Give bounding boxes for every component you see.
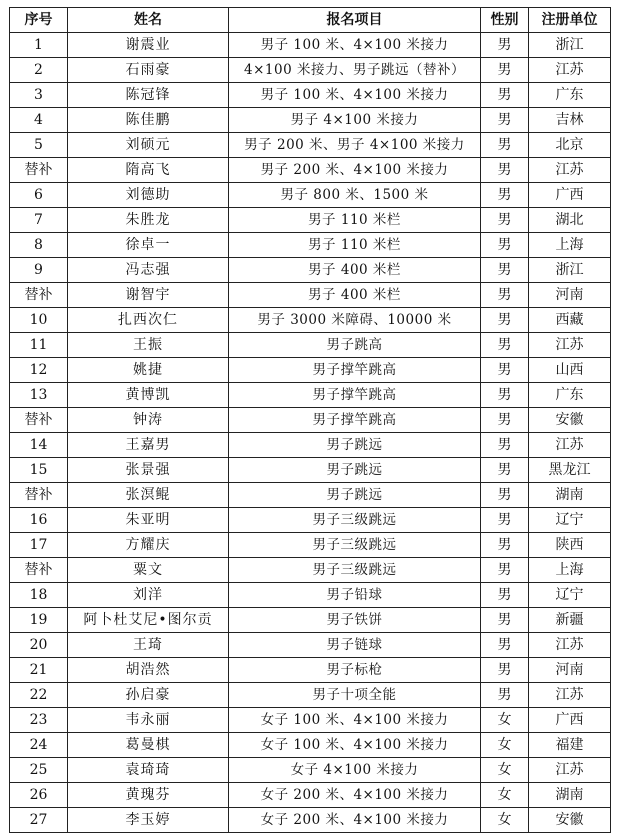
cell-no: 16 xyxy=(10,508,68,533)
cell-sex: 男 xyxy=(481,458,529,483)
cell-no: 5 xyxy=(10,133,68,158)
table-row xyxy=(10,158,611,183)
header-sex: 性别 xyxy=(481,8,529,33)
cell-event: 男子三级跳远 xyxy=(229,508,481,533)
cell-unit: 陕西 xyxy=(529,533,611,558)
table-row xyxy=(10,633,611,658)
cell-unit: 安徽 xyxy=(529,808,611,833)
table-row xyxy=(10,658,611,683)
cell-event: 男子 110 米栏 xyxy=(229,233,481,258)
cell-sex: 男 xyxy=(481,158,529,183)
cell-name: 谢震业 xyxy=(68,33,229,58)
header-no: 序号 xyxy=(10,8,68,33)
cell-event: 男子铁饼 xyxy=(229,608,481,633)
cell-sex: 男 xyxy=(481,483,529,508)
cell-event: 男子 800 米、1500 米 xyxy=(229,183,481,208)
cell-event: 男子 3000 米障碍、10000 米 xyxy=(229,308,481,333)
cell-sex: 男 xyxy=(481,308,529,333)
cell-unit: 湖北 xyxy=(529,208,611,233)
table-row xyxy=(10,758,611,783)
cell-unit: 西藏 xyxy=(529,308,611,333)
cell-unit: 黑龙江 xyxy=(529,458,611,483)
cell-name: 黄瑰芬 xyxy=(68,783,229,808)
cell-event: 女子 200 米、4×100 米接力 xyxy=(229,808,481,833)
cell-unit: 江苏 xyxy=(529,58,611,83)
table-row xyxy=(10,58,611,83)
cell-sex: 女 xyxy=(481,733,529,758)
cell-event: 女子 100 米、4×100 米接力 xyxy=(229,733,481,758)
cell-no: 20 xyxy=(10,633,68,658)
cell-no: 22 xyxy=(10,683,68,708)
cell-sex: 男 xyxy=(481,533,529,558)
cell-no: 替补 xyxy=(10,483,68,508)
cell-name: 胡浩然 xyxy=(68,658,229,683)
cell-name: 刘洋 xyxy=(68,583,229,608)
cell-name: 朱亚明 xyxy=(68,508,229,533)
cell-sex: 女 xyxy=(481,758,529,783)
cell-event: 男子跳高 xyxy=(229,333,481,358)
cell-sex: 男 xyxy=(481,608,529,633)
cell-unit: 新疆 xyxy=(529,608,611,633)
cell-no: 替补 xyxy=(10,558,68,583)
cell-no: 21 xyxy=(10,658,68,683)
cell-event: 女子 4×100 米接力 xyxy=(229,758,481,783)
cell-event: 男子撑竿跳高 xyxy=(229,383,481,408)
cell-event: 男子 200 米、男子 4×100 米接力 xyxy=(229,133,481,158)
table-row xyxy=(10,783,611,808)
cell-no: 11 xyxy=(10,333,68,358)
cell-name: 袁琦琦 xyxy=(68,758,229,783)
cell-event: 男子跳远 xyxy=(229,433,481,458)
cell-no: 2 xyxy=(10,58,68,83)
cell-unit: 广西 xyxy=(529,708,611,733)
table-row xyxy=(10,308,611,333)
cell-name: 孙启豪 xyxy=(68,683,229,708)
cell-event: 男子三级跳远 xyxy=(229,533,481,558)
table-row xyxy=(10,233,611,258)
cell-event: 女子 200 米、4×100 米接力 xyxy=(229,783,481,808)
cell-unit: 河南 xyxy=(529,658,611,683)
roster-table xyxy=(9,7,611,833)
table-row xyxy=(10,483,611,508)
cell-name: 刘硕元 xyxy=(68,133,229,158)
cell-no: 24 xyxy=(10,733,68,758)
cell-event: 男子跳远 xyxy=(229,483,481,508)
cell-no: 3 xyxy=(10,83,68,108)
cell-name: 王嘉男 xyxy=(68,433,229,458)
cell-name: 黄博凯 xyxy=(68,383,229,408)
cell-name: 葛曼棋 xyxy=(68,733,229,758)
cell-no: 替补 xyxy=(10,283,68,308)
cell-name: 隋高飞 xyxy=(68,158,229,183)
cell-unit: 安徽 xyxy=(529,408,611,433)
cell-no: 17 xyxy=(10,533,68,558)
cell-sex: 男 xyxy=(481,258,529,283)
cell-unit: 上海 xyxy=(529,558,611,583)
table-row xyxy=(10,808,611,833)
table-row xyxy=(10,33,611,58)
header-unit: 注册单位 xyxy=(529,8,611,33)
table-row xyxy=(10,183,611,208)
cell-event: 男子 200 米、4×100 米接力 xyxy=(229,158,481,183)
table-row xyxy=(10,733,611,758)
cell-no: 9 xyxy=(10,258,68,283)
cell-sex: 男 xyxy=(481,58,529,83)
cell-no: 10 xyxy=(10,308,68,333)
cell-sex: 男 xyxy=(481,83,529,108)
cell-event: 男子 100 米、4×100 米接力 xyxy=(229,33,481,58)
cell-unit: 江苏 xyxy=(529,683,611,708)
cell-unit: 福建 xyxy=(529,733,611,758)
cell-event: 男子 400 米栏 xyxy=(229,283,481,308)
cell-sex: 男 xyxy=(481,408,529,433)
cell-name: 谢智宇 xyxy=(68,283,229,308)
table-row xyxy=(10,708,611,733)
cell-no: 23 xyxy=(10,708,68,733)
cell-sex: 女 xyxy=(481,708,529,733)
cell-name: 粟文 xyxy=(68,558,229,583)
cell-event: 男子 400 米栏 xyxy=(229,258,481,283)
cell-unit: 广东 xyxy=(529,383,611,408)
cell-unit: 山西 xyxy=(529,358,611,383)
header-name: 姓名 xyxy=(68,8,229,33)
table-row xyxy=(10,533,611,558)
cell-event: 男子撑竿跳高 xyxy=(229,358,481,383)
cell-unit: 江苏 xyxy=(529,333,611,358)
cell-unit: 上海 xyxy=(529,233,611,258)
cell-unit: 广东 xyxy=(529,83,611,108)
cell-event: 男子链球 xyxy=(229,633,481,658)
cell-sex: 女 xyxy=(481,808,529,833)
cell-no: 替补 xyxy=(10,408,68,433)
table-row xyxy=(10,558,611,583)
cell-unit: 辽宁 xyxy=(529,508,611,533)
cell-unit: 浙江 xyxy=(529,258,611,283)
table-row xyxy=(10,583,611,608)
cell-unit: 江苏 xyxy=(529,158,611,183)
cell-sex: 男 xyxy=(481,383,529,408)
cell-no: 19 xyxy=(10,608,68,633)
cell-unit: 浙江 xyxy=(529,33,611,58)
cell-no: 14 xyxy=(10,433,68,458)
table-row xyxy=(10,83,611,108)
cell-sex: 男 xyxy=(481,283,529,308)
cell-no: 1 xyxy=(10,33,68,58)
header-row xyxy=(10,8,611,33)
cell-no: 4 xyxy=(10,108,68,133)
cell-event: 男子 110 米栏 xyxy=(229,208,481,233)
cell-unit: 吉林 xyxy=(529,108,611,133)
cell-no: 6 xyxy=(10,183,68,208)
cell-sex: 男 xyxy=(481,433,529,458)
cell-sex: 男 xyxy=(481,358,529,383)
cell-unit: 湖南 xyxy=(529,483,611,508)
table-row xyxy=(10,258,611,283)
cell-name: 扎西次仁 xyxy=(68,308,229,333)
cell-no: 15 xyxy=(10,458,68,483)
table-row xyxy=(10,133,611,158)
table-row xyxy=(10,408,611,433)
table-row xyxy=(10,208,611,233)
cell-event: 4×100 米接力、男子跳远（替补） xyxy=(229,58,481,83)
cell-event: 女子 100 米、4×100 米接力 xyxy=(229,708,481,733)
cell-sex: 男 xyxy=(481,108,529,133)
cell-name: 张溟鲲 xyxy=(68,483,229,508)
cell-sex: 男 xyxy=(481,333,529,358)
cell-name: 李玉婷 xyxy=(68,808,229,833)
table-row xyxy=(10,108,611,133)
cell-unit: 江苏 xyxy=(529,633,611,658)
cell-name: 张景强 xyxy=(68,458,229,483)
cell-sex: 男 xyxy=(481,508,529,533)
cell-event: 男子 4×100 米接力 xyxy=(229,108,481,133)
table-row xyxy=(10,358,611,383)
cell-name: 钟涛 xyxy=(68,408,229,433)
cell-no: 27 xyxy=(10,808,68,833)
table-row xyxy=(10,433,611,458)
cell-sex: 男 xyxy=(481,208,529,233)
cell-sex: 男 xyxy=(481,583,529,608)
cell-sex: 男 xyxy=(481,133,529,158)
cell-no: 替补 xyxy=(10,158,68,183)
cell-event: 男子三级跳远 xyxy=(229,558,481,583)
cell-no: 25 xyxy=(10,758,68,783)
cell-name: 姚捷 xyxy=(68,358,229,383)
cell-sex: 男 xyxy=(481,183,529,208)
cell-name: 王振 xyxy=(68,333,229,358)
cell-sex: 男 xyxy=(481,558,529,583)
cell-sex: 男 xyxy=(481,633,529,658)
cell-name: 王琦 xyxy=(68,633,229,658)
cell-sex: 男 xyxy=(481,658,529,683)
cell-event: 男子 100 米、4×100 米接力 xyxy=(229,83,481,108)
cell-no: 26 xyxy=(10,783,68,808)
cell-sex: 女 xyxy=(481,783,529,808)
cell-unit: 河南 xyxy=(529,283,611,308)
cell-unit: 辽宁 xyxy=(529,583,611,608)
cell-name: 徐卓一 xyxy=(68,233,229,258)
cell-unit: 北京 xyxy=(529,133,611,158)
cell-sex: 男 xyxy=(481,233,529,258)
cell-name: 陈佳鹏 xyxy=(68,108,229,133)
table-row xyxy=(10,458,611,483)
cell-name: 石雨豪 xyxy=(68,58,229,83)
cell-name: 陈冠锋 xyxy=(68,83,229,108)
cell-event: 男子跳远 xyxy=(229,458,481,483)
cell-no: 18 xyxy=(10,583,68,608)
cell-no: 12 xyxy=(10,358,68,383)
cell-unit: 江苏 xyxy=(529,758,611,783)
cell-no: 8 xyxy=(10,233,68,258)
cell-name: 冯志强 xyxy=(68,258,229,283)
cell-name: 朱胜龙 xyxy=(68,208,229,233)
table-row xyxy=(10,383,611,408)
table-row xyxy=(10,283,611,308)
table-row xyxy=(10,608,611,633)
cell-event: 男子撑竿跳高 xyxy=(229,408,481,433)
cell-name: 方耀庆 xyxy=(68,533,229,558)
cell-unit: 广西 xyxy=(529,183,611,208)
cell-name: 韦永丽 xyxy=(68,708,229,733)
header-event: 报名项目 xyxy=(229,8,481,33)
table-row xyxy=(10,508,611,533)
table-body xyxy=(10,33,611,833)
cell-sex: 男 xyxy=(481,683,529,708)
cell-unit: 湖南 xyxy=(529,783,611,808)
cell-event: 男子十项全能 xyxy=(229,683,481,708)
cell-sex: 男 xyxy=(481,33,529,58)
table-row xyxy=(10,333,611,358)
cell-name: 阿卜杜艾尼•图尔贡 xyxy=(68,608,229,633)
table-row xyxy=(10,683,611,708)
cell-no: 7 xyxy=(10,208,68,233)
cell-name: 刘德助 xyxy=(68,183,229,208)
cell-event: 男子铅球 xyxy=(229,583,481,608)
cell-unit: 江苏 xyxy=(529,433,611,458)
cell-event: 男子标枪 xyxy=(229,658,481,683)
cell-no: 13 xyxy=(10,383,68,408)
